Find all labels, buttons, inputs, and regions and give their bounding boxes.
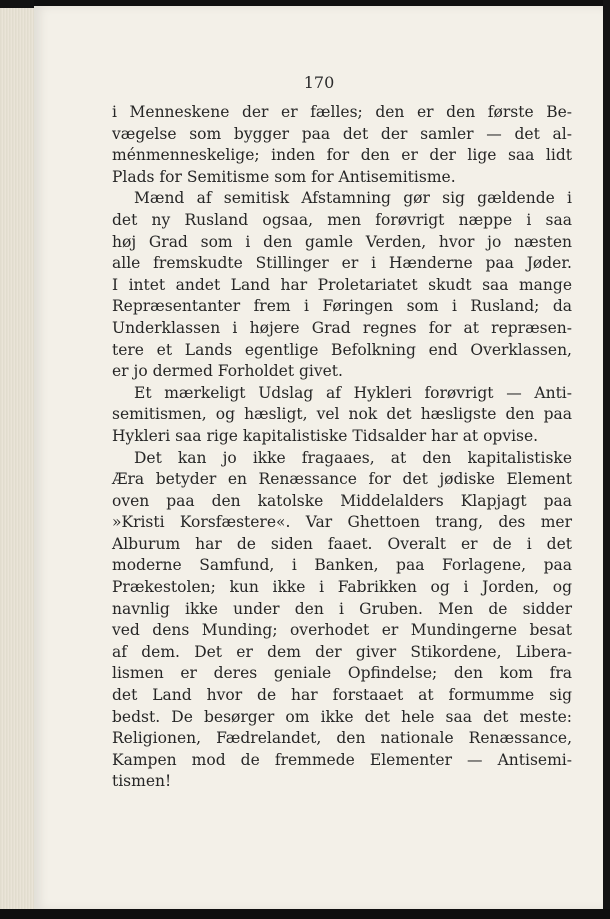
text-line: ved dens Munding; overhodet er Mundingerne besat <box>112 621 572 640</box>
text-line: er jo dermed Forholdet givet. <box>112 362 343 381</box>
text-line: »Kristi Korsfæstere«. Var Ghettoen trang, des mer <box>112 513 572 532</box>
text-line: oven paa den katolske Middelalders Klapjagt paa <box>112 491 572 510</box>
text-line: i Menneskene der er fælles; den er den første Be- <box>112 103 572 121</box>
text-line: Mænd af semitisk Afstamning gør sig gældende i <box>134 189 572 208</box>
text-line: lismen er deres geniale Opfindelse; den kom fra <box>112 664 572 683</box>
scan-border-right <box>603 0 610 919</box>
text-line: Æra betyder en Renæssance for det jødiske Element <box>112 470 572 489</box>
text-line: det Land hvor de har forstaaet at formumme sig <box>112 686 572 705</box>
text-line: ménmenneskelige; inden for den er der lige saa lidt <box>112 146 572 165</box>
text-line: Plads for Semitisme som for Antisemitisme. <box>112 167 456 186</box>
text-line: bedst. De besørger om ikke det hele saa det meste: <box>112 707 572 726</box>
text-line: Repræsentanter frem i Føringen som i Rusland; da <box>112 297 572 316</box>
text-line: navnlig ikke under den i Gruben. Men de sidder <box>112 599 572 618</box>
text-line: høj Grad som i den gamle Verden, hvor jo næsten <box>112 232 572 251</box>
scan-border-bottom <box>0 909 610 919</box>
text-line: tere et Lands egentlige Befolkning end Overklassen, <box>112 340 572 359</box>
body-text <box>112 102 572 793</box>
text-line: Et mærkeligt Udslag af Hykleri forøvrigt — Anti- <box>134 383 572 402</box>
text-line: Underklassen i højere Grad regnes for at repræsen- <box>112 318 572 337</box>
text-line: Kampen mod de fremmede Elementer — Antisemi- <box>112 750 572 769</box>
text-line: af dem. Det er dem der giver Stikordene, Libera- <box>112 642 572 661</box>
text-line: Prækestolen; kun ikke i Fabrikken og i Jorden, og <box>112 578 572 597</box>
page-number: 170 <box>303 73 335 92</box>
text-line: Det kan jo ikke fragaaes, at den kapitalistiske <box>134 448 572 467</box>
text-line: Religionen, Fædrelandet, den nationale Renæssance, <box>112 729 572 748</box>
text-line: tismen! <box>112 772 172 791</box>
text-line: alle fremskudte Stillinger er i Hænderne paa Jøder. <box>112 254 572 273</box>
text-line: moderne Samfund, i Banken, paa Forlagene, paa <box>112 556 572 575</box>
text-line: Alburum har de siden faaet. Overalt er de i det <box>112 534 572 553</box>
text-line: semitismen, og hæsligt, vel nok det hæsligste den paa <box>112 405 572 424</box>
text-line: vægelse som bygger paa det der samler — det al- <box>112 124 572 143</box>
text-line: Hykleri saa rige kapitalistiske Tidsalder har at opvise. <box>112 426 539 445</box>
text-line: I intet andet Land har Proletariatet skudt saa mange <box>112 275 572 294</box>
text-line: det ny Rusland ogsaa, men forøvrigt næppe i saa <box>112 210 572 229</box>
